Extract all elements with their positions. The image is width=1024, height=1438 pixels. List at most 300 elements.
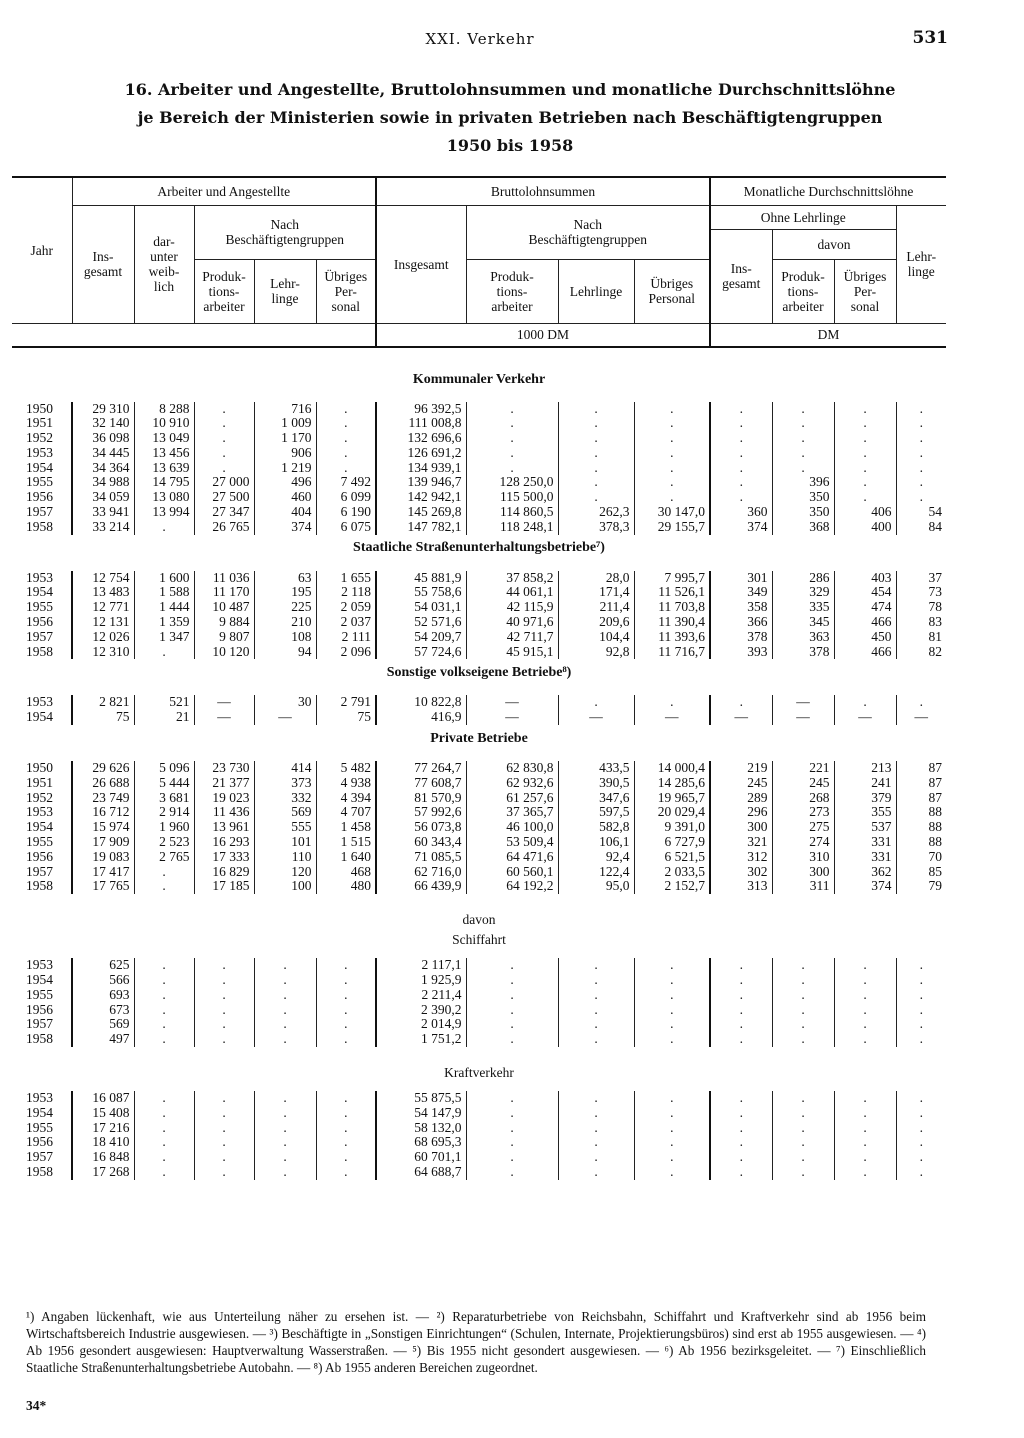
table-cell: . — [772, 1032, 834, 1047]
table-cell: 312 — [710, 850, 772, 865]
table-cell: 64 192,2 — [466, 879, 558, 894]
table-cell: 537 — [834, 820, 896, 835]
table-cell: 70 — [896, 850, 946, 865]
table-cell: . — [254, 1150, 316, 1165]
row-year: 1950 — [26, 400, 53, 416]
table-cell: . — [834, 1003, 896, 1018]
table-cell: 30 — [254, 695, 316, 710]
table-cell: — — [772, 710, 834, 725]
section-heading-row — [12, 725, 946, 753]
table-cell: 73 — [896, 585, 946, 600]
table-cell: 84 — [896, 520, 946, 535]
table-cell: . — [834, 988, 896, 1003]
table-cell: 71 085,5 — [376, 850, 466, 865]
table-cell: . — [558, 1017, 634, 1032]
table-cell: 378,3 — [558, 520, 634, 535]
row-year: 1957 — [26, 504, 53, 520]
table-cell: . — [194, 446, 254, 461]
table-cell: 126 691,2 — [376, 446, 466, 461]
table-cell: 11 526,1 — [634, 585, 710, 600]
table-cell: . — [634, 1032, 710, 1047]
row-year: 1954 — [26, 972, 53, 988]
table-cell: 296 — [710, 805, 772, 820]
table-cell: 219 — [710, 761, 772, 776]
table-cell: 75 — [316, 710, 376, 725]
table-cell: 10 120 — [194, 645, 254, 660]
table-cell: . — [134, 1091, 194, 1106]
row-year: 1953 — [26, 444, 53, 460]
table-cell: . — [558, 446, 634, 461]
table-cell: . — [834, 1032, 896, 1047]
table-cell: . — [134, 988, 194, 1003]
table-cell: . — [772, 431, 834, 446]
table-cell: 85 — [896, 865, 946, 880]
table-cell: . — [466, 431, 558, 446]
table-cell: . — [316, 446, 376, 461]
table-cell: 2 791 — [316, 695, 376, 710]
table-cell: 301 — [710, 571, 772, 586]
table-cell: . — [558, 416, 634, 431]
table-cell: 26 688 — [72, 776, 134, 791]
table-cell: 2 033,5 — [634, 865, 710, 880]
table-cell: 6 099 — [316, 490, 376, 505]
table-cell: . — [316, 416, 376, 431]
table-cell: . — [634, 973, 710, 988]
table-cell: 118 248,1 — [466, 520, 558, 535]
table-cell: 569 — [72, 1017, 134, 1032]
table-cell: 403 — [834, 571, 896, 586]
table-cell: . — [466, 1091, 558, 1106]
row-year: 1954 — [26, 459, 53, 475]
table-cell: 2 111 — [316, 630, 376, 645]
row-year: 1958 — [26, 643, 53, 659]
table-cell: . — [558, 988, 634, 1003]
table-cell: 81 — [896, 630, 946, 645]
table-cell: 313 — [710, 879, 772, 894]
table-cell: . — [710, 1003, 772, 1018]
table-cell: 87 — [896, 761, 946, 776]
table-cell: 27 000 — [194, 475, 254, 490]
table-cell: 37 — [896, 571, 946, 586]
table-cell: . — [254, 1121, 316, 1136]
table-cell: 474 — [834, 600, 896, 615]
table-cell: 2 523 — [134, 835, 194, 850]
table-cell: . — [466, 958, 558, 973]
table-cell: 7 492 — [316, 475, 376, 490]
table-cell: 275 — [772, 820, 834, 835]
table-cell: . — [254, 1032, 316, 1047]
table-cell: . — [254, 1106, 316, 1121]
table-cell: . — [194, 1165, 254, 1180]
table-cell: . — [896, 1150, 946, 1165]
table-cell: 2 390,2 — [376, 1003, 466, 1018]
table-cell: . — [710, 1017, 772, 1032]
table-cell: 101 — [254, 835, 316, 850]
table-cell: 10 910 — [134, 416, 194, 431]
row-year: 1958 — [26, 1031, 53, 1047]
table-cell: 268 — [772, 791, 834, 806]
subsection-heading-row — [12, 930, 946, 950]
table-cell: . — [834, 1106, 896, 1121]
row-year: 1956 — [26, 848, 53, 864]
table-cell: 88 — [896, 820, 946, 835]
table-cell: 147 782,1 — [376, 520, 466, 535]
table-cell: . — [558, 1165, 634, 1180]
table-cell: 62 830,8 — [466, 761, 558, 776]
table-cell: 17 765 — [72, 879, 134, 894]
table-cell: . — [134, 1135, 194, 1150]
table-cell: 128 250,0 — [466, 475, 558, 490]
table-cell: 1 170 — [254, 431, 316, 446]
table-cell: . — [834, 695, 896, 710]
table-cell: 289 — [710, 791, 772, 806]
footnotes — [26, 1308, 926, 1376]
table-cell: . — [834, 431, 896, 446]
table-cell: 17 333 — [194, 850, 254, 865]
table-cell: 274 — [772, 835, 834, 850]
row-year: 1953 — [26, 804, 53, 820]
table-row — [12, 805, 946, 820]
table-cell: 108 — [254, 630, 316, 645]
table-cell: . — [896, 490, 946, 505]
table-cell: 132 696,6 — [376, 431, 466, 446]
col-brutto-prod: Produk- tions- arbeiter — [466, 259, 558, 323]
footnote-text: ¹) Angaben lückenhaft, wie aus Unterteilung näher zu ersehen ist. — ²) Reparaturbetriebe von Reichsbahn, Schiffahrt und Kraftverkehr sind ab 1956 beim Wirtschaftsbereich Industrie ausgewiesen. — ³) Beschäftigte in „Sonstigen Einrichtungen“ (Schulen, Internate, Projektierungsbüros) sind erst ab 1955 ausgewiesen. — ⁴) Ab 1956 gesondert ausgewiesen: Hauptverwaltung Wasserstraßen. — ⁵) Bis 1955 nicht gesondert ausgewiesen. — ⁶) Ab 1956 bezirksgeleitet. — ⁷) Einschließlich Staatliche Straßenunterhaltungsbetriebe Autobahn. — ⁸) Ab 1955 anderen Bereichen zugeordnet. — [26, 1309, 926, 1375]
table-cell: . — [634, 1106, 710, 1121]
table-cell: 368 — [772, 520, 834, 535]
table-cell: . — [896, 475, 946, 490]
table-cell: . — [558, 1150, 634, 1165]
table-cell: 11 036 — [194, 571, 254, 586]
table-cell: . — [896, 1032, 946, 1047]
table-cell: 345 — [772, 615, 834, 630]
table-cell: . — [710, 1032, 772, 1047]
table-cell: 2 914 — [134, 805, 194, 820]
row-year: 1951 — [26, 774, 53, 790]
table-cell: . — [896, 1165, 946, 1180]
table-cell: — — [194, 695, 254, 710]
table-cell: . — [772, 1150, 834, 1165]
table-cell: 2 117,1 — [376, 958, 466, 973]
table-row — [12, 850, 946, 865]
table-cell: 9 884 — [194, 615, 254, 630]
table-cell: 75 — [72, 710, 134, 725]
table-cell: 273 — [772, 805, 834, 820]
table-row — [12, 1135, 946, 1150]
table-cell: 480 — [316, 879, 376, 894]
table-cell: . — [466, 446, 558, 461]
table-cell: 88 — [896, 835, 946, 850]
table-cell: 14 000,4 — [634, 761, 710, 776]
table-cell: 5 482 — [316, 761, 376, 776]
table-cell: 906 — [254, 446, 316, 461]
table-cell: . — [194, 958, 254, 973]
row-year: 1958 — [26, 518, 53, 534]
table-cell: — — [466, 710, 558, 725]
table-cell: 390,5 — [558, 776, 634, 791]
table-cell: 4 394 — [316, 791, 376, 806]
table-cell: 331 — [834, 850, 896, 865]
table-cell: . — [316, 1135, 376, 1150]
section-heading-row — [12, 659, 946, 687]
table-row — [12, 1106, 946, 1121]
table-cell: 61 257,6 — [466, 791, 558, 806]
table-cell: 262,3 — [558, 505, 634, 520]
table-cell: 15 408 — [72, 1106, 134, 1121]
table-cell: 404 — [254, 505, 316, 520]
table-cell: 310 — [772, 850, 834, 865]
table-cell: 17 417 — [72, 865, 134, 880]
table-cell: 1 347 — [134, 630, 194, 645]
table-cell: . — [896, 1003, 946, 1018]
table-cell: . — [710, 1091, 772, 1106]
table-cell: 145 269,8 — [376, 505, 466, 520]
table-cell: 13 080 — [134, 490, 194, 505]
table-cell: 55 758,6 — [376, 585, 466, 600]
table-cell: . — [134, 1121, 194, 1136]
table-cell: . — [710, 1150, 772, 1165]
table-cell: 1 588 — [134, 585, 194, 600]
table-cell: 16 829 — [194, 865, 254, 880]
table-cell: 92,8 — [558, 645, 634, 660]
table-cell: 29 626 — [72, 761, 134, 776]
table-cell: . — [634, 1017, 710, 1032]
table-row — [12, 600, 946, 615]
table-cell: . — [134, 958, 194, 973]
table-row — [12, 776, 946, 791]
table-cell: 7 995,7 — [634, 571, 710, 586]
table-cell: 12 131 — [72, 615, 134, 630]
table-cell: 34 445 — [72, 446, 134, 461]
table-cell: . — [134, 645, 194, 660]
table-cell: 374 — [710, 520, 772, 535]
table-cell: . — [896, 431, 946, 446]
table-cell: . — [710, 416, 772, 431]
table-row — [12, 988, 946, 1003]
table-cell: . — [896, 1091, 946, 1106]
table-cell: 335 — [772, 600, 834, 615]
table-cell: 582,8 — [558, 820, 634, 835]
table-cell: 79 — [896, 879, 946, 894]
table-cell: 2 059 — [316, 600, 376, 615]
table-row — [12, 645, 946, 660]
table-cell: . — [134, 1165, 194, 1180]
table-cell: 27 347 — [194, 505, 254, 520]
table-cell: 2 211,4 — [376, 988, 466, 1003]
table-cell: 19 083 — [72, 850, 134, 865]
table-cell: 358 — [710, 600, 772, 615]
table-row — [12, 490, 946, 505]
section-title: Kommunaler Verkehr — [412, 371, 546, 387]
table-cell: 45 915,1 — [466, 645, 558, 660]
table-cell: 60 701,1 — [376, 1150, 466, 1165]
table-cell: . — [710, 1121, 772, 1136]
table-title — [60, 76, 960, 160]
table-cell: 54 147,9 — [376, 1106, 466, 1121]
table-cell: 13 994 — [134, 505, 194, 520]
table-cell: 9 807 — [194, 630, 254, 645]
table-cell: 5 096 — [134, 761, 194, 776]
table-cell: — — [194, 710, 254, 725]
table-row — [12, 585, 946, 600]
table-cell: 106,1 — [558, 835, 634, 850]
table-row — [12, 416, 946, 431]
table-row — [12, 710, 946, 725]
table-cell: . — [134, 879, 194, 894]
unit-1000dm: 1000 DM — [376, 323, 710, 347]
table-cell: . — [316, 431, 376, 446]
table-cell: 92,4 — [558, 850, 634, 865]
section-title: Staatliche Straßenunterhaltungsbetriebe⁷) — [353, 540, 605, 556]
col-brutto-insgesamt: Insgesamt — [376, 205, 466, 323]
table-cell: 350 — [772, 490, 834, 505]
table-cell: . — [254, 1017, 316, 1032]
table-cell: . — [834, 1135, 896, 1150]
table-cell: 13 961 — [194, 820, 254, 835]
col-brutto-lehr: Lehrlinge — [558, 259, 634, 323]
table-cell: . — [316, 1165, 376, 1180]
table-cell: . — [254, 1135, 316, 1150]
table-row — [12, 520, 946, 535]
table-cell: 1 458 — [316, 820, 376, 835]
table-row — [12, 615, 946, 630]
chapter-header: XXI. Verkehr — [425, 30, 535, 48]
table-cell: 1 009 — [254, 416, 316, 431]
section-heading-row — [12, 535, 946, 563]
table-cell: . — [316, 1003, 376, 1018]
table-cell: 225 — [254, 600, 316, 615]
table-cell: 17 909 — [72, 835, 134, 850]
table-cell: 17 216 — [72, 1121, 134, 1136]
table-cell: . — [634, 1091, 710, 1106]
table-cell: . — [194, 988, 254, 1003]
table-cell: . — [194, 1121, 254, 1136]
table-cell: . — [466, 1003, 558, 1018]
table-cell: 497 — [72, 1032, 134, 1047]
table-cell: 83 — [896, 615, 946, 630]
table-cell: . — [834, 1165, 896, 1180]
table-cell: 10 822,8 — [376, 695, 466, 710]
col-uebriges: Übriges Per- sonal — [316, 259, 376, 323]
table-cell: . — [316, 461, 376, 476]
table-cell: 62 932,6 — [466, 776, 558, 791]
table-cell: 14 285,6 — [634, 776, 710, 791]
col-m-ueb: Übriges Per- sonal — [834, 259, 896, 323]
table-cell: . — [316, 988, 376, 1003]
row-year: 1955 — [26, 834, 53, 850]
table-cell: 1 600 — [134, 571, 194, 586]
table-cell: 32 140 — [72, 416, 134, 431]
table-cell: . — [896, 446, 946, 461]
table-cell: 14 795 — [134, 475, 194, 490]
page-number: 531 — [912, 28, 948, 48]
section-title: Private Betriebe — [430, 730, 528, 746]
table-cell: . — [558, 402, 634, 417]
table-cell: 29 310 — [72, 402, 134, 417]
table-cell: 66 439,9 — [376, 879, 466, 894]
table-cell: . — [194, 1017, 254, 1032]
table-row — [12, 475, 946, 490]
row-year: 1955 — [26, 986, 53, 1002]
table-cell: . — [896, 973, 946, 988]
table-cell: . — [834, 416, 896, 431]
table-cell: . — [710, 1106, 772, 1121]
col-prod: Produk- tions- arbeiter — [194, 259, 254, 323]
table-cell: . — [710, 958, 772, 973]
table-cell: . — [772, 958, 834, 973]
table-cell: 221 — [772, 761, 834, 776]
table-cell: 521 — [134, 695, 194, 710]
table-cell: . — [772, 461, 834, 476]
table-cell: . — [896, 461, 946, 476]
table-cell: 60 560,1 — [466, 865, 558, 880]
row-year: 1952 — [26, 430, 53, 446]
table-cell: . — [194, 1135, 254, 1150]
table-row — [12, 791, 946, 806]
table-row — [12, 958, 946, 973]
table-cell: . — [194, 1150, 254, 1165]
row-year: 1957 — [26, 1016, 53, 1032]
table-cell: . — [634, 958, 710, 973]
table-cell: 11 716,7 — [634, 645, 710, 660]
table-cell: 13 456 — [134, 446, 194, 461]
table-row — [12, 1003, 946, 1018]
table-cell: 33 941 — [72, 505, 134, 520]
table-cell: 110 — [254, 850, 316, 865]
table-cell: 11 170 — [194, 585, 254, 600]
table-cell: 26 765 — [194, 520, 254, 535]
table-cell: . — [710, 490, 772, 505]
table-cell: 8 288 — [134, 402, 194, 417]
table-cell: 115 500,0 — [466, 490, 558, 505]
row-year: 1957 — [26, 863, 53, 879]
table-cell: . — [634, 416, 710, 431]
table-cell: 34 364 — [72, 461, 134, 476]
table-cell: 450 — [834, 630, 896, 645]
table-cell: 27 500 — [194, 490, 254, 505]
table-cell: 122,4 — [558, 865, 634, 880]
section-heading-row — [12, 347, 946, 394]
table-cell: 496 — [254, 475, 316, 490]
col-m-lehrlinge: Lehr- linge — [896, 205, 946, 323]
table-cell: . — [316, 1032, 376, 1047]
row-year: 1955 — [26, 599, 53, 615]
table-cell: . — [834, 446, 896, 461]
table-cell: 87 — [896, 776, 946, 791]
table-cell: . — [834, 1091, 896, 1106]
table-cell: . — [710, 973, 772, 988]
table-cell: . — [634, 988, 710, 1003]
table-row — [12, 879, 946, 894]
table-cell: . — [772, 1091, 834, 1106]
table-cell: . — [834, 1017, 896, 1032]
table-cell: 379 — [834, 791, 896, 806]
table-cell: 349 — [710, 585, 772, 600]
table-cell: 350 — [772, 505, 834, 520]
table-cell: . — [772, 1106, 834, 1121]
table-row — [12, 571, 946, 586]
table-cell: 54 — [896, 505, 946, 520]
table-cell: 311 — [772, 879, 834, 894]
table-cell: 78 — [896, 600, 946, 615]
table-row — [12, 820, 946, 835]
table-cell: 366 — [710, 615, 772, 630]
table-cell: 6 521,5 — [634, 850, 710, 865]
table-cell: . — [772, 416, 834, 431]
table-row — [12, 865, 946, 880]
table-row — [12, 402, 946, 417]
table-cell: 466 — [834, 615, 896, 630]
